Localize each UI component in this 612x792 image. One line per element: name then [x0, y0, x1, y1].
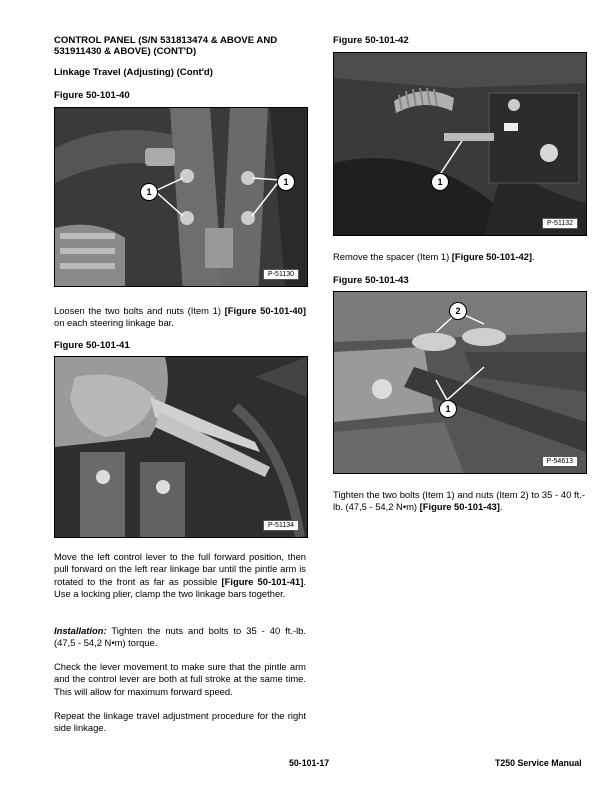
figure-40-code: P-51130 [263, 269, 299, 280]
figure-41-caption: Figure 50-101-41 [54, 340, 130, 351]
figure-40-caption: Figure 50-101-40 [54, 90, 130, 101]
subsection-title: Linkage Travel (Adjusting) (Cont'd) [54, 67, 213, 78]
manual-title: T250 Service Manual [495, 758, 582, 768]
figure-42-photo [333, 52, 587, 236]
callout-item-2: 2 [449, 302, 467, 320]
paragraph-loosen-text: Loosen the two bolts and nuts (Item 1) [54, 305, 225, 316]
figure-43-caption: Figure 50-101-43 [333, 275, 409, 286]
figure-43-ref[interactable]: [Figure 50-101-43] [419, 501, 500, 513]
figure-41-photo [54, 356, 308, 538]
paragraph-loosen [54, 305, 306, 330]
figure-43-code: P-54613 [542, 456, 578, 467]
paragraph-installation [54, 625, 306, 650]
figure-43-photo [333, 291, 587, 474]
paragraph-move-lever-text: Move the left control lever to the full forward position, then pull forward on the left rear linkage bar until the pintle arm is rotated to the front as far as possible [54, 551, 306, 587]
paragraph-remove-spacer [333, 251, 585, 263]
callout-item-1-left: 1 [140, 183, 158, 201]
figure-40-ref[interactable]: [Figure 50-101-40] [224, 305, 306, 316]
callout-item-1: 1 [439, 400, 457, 418]
figure-42-code: P-51132 [542, 218, 578, 229]
paragraph-move-lever [54, 551, 306, 600]
paragraph-remove-spacer-end: . [532, 251, 535, 262]
paragraph-move-lever-end: . Use a locking plier, clamp the two linkage bars together. [54, 575, 306, 599]
page-number: 50-101-17 [289, 758, 330, 768]
installation-label: Installation: [54, 625, 107, 636]
figure-41-ref[interactable]: [Figure 50-101-41] [221, 575, 304, 587]
paragraph-tighten [333, 489, 585, 514]
figure-42-caption: Figure 50-101-42 [333, 35, 409, 46]
section-title-line2: 531911430 & ABOVE) (CONT'D) [54, 46, 197, 57]
paragraph-tighten-end: . [499, 501, 503, 513]
installation-text: Tighten the nuts and bolts to 35 - 40 ft.-lb. (47,5 - 54,2 N•m) torque. [54, 625, 306, 649]
figure-40-photo [54, 107, 308, 287]
callout-item-1-right: 1 [277, 173, 295, 191]
section-title-line1: CONTROL PANEL (S/N 531813474 & ABOVE AND [54, 35, 278, 46]
paragraph-tighten-text: Tighten the two bolts (Item 1) and nuts (Item 2) to 35 - 40 ft.-lb. (47,5 - 54,2 N•m) [333, 489, 585, 513]
paragraph-remove-spacer-text: Remove the spacer (Item 1) [333, 251, 452, 262]
callout-item-1: 1 [431, 173, 449, 191]
figure-41-code: P-51134 [263, 520, 299, 531]
section-title [54, 35, 314, 57]
figure-42-ref[interactable]: [Figure 50-101-42] [451, 251, 533, 262]
paragraph-check-lever: Check the lever movement to make sure that the pintle arm and the control lever are both at full stroke at the same time. This will allow for maximum forward speed. [54, 661, 306, 697]
paragraph-loosen-end: on each steering linkage bar. [54, 317, 174, 329]
paragraph-repeat: Repeat the linkage travel adjustment procedure for the right side linkage. [54, 710, 306, 734]
